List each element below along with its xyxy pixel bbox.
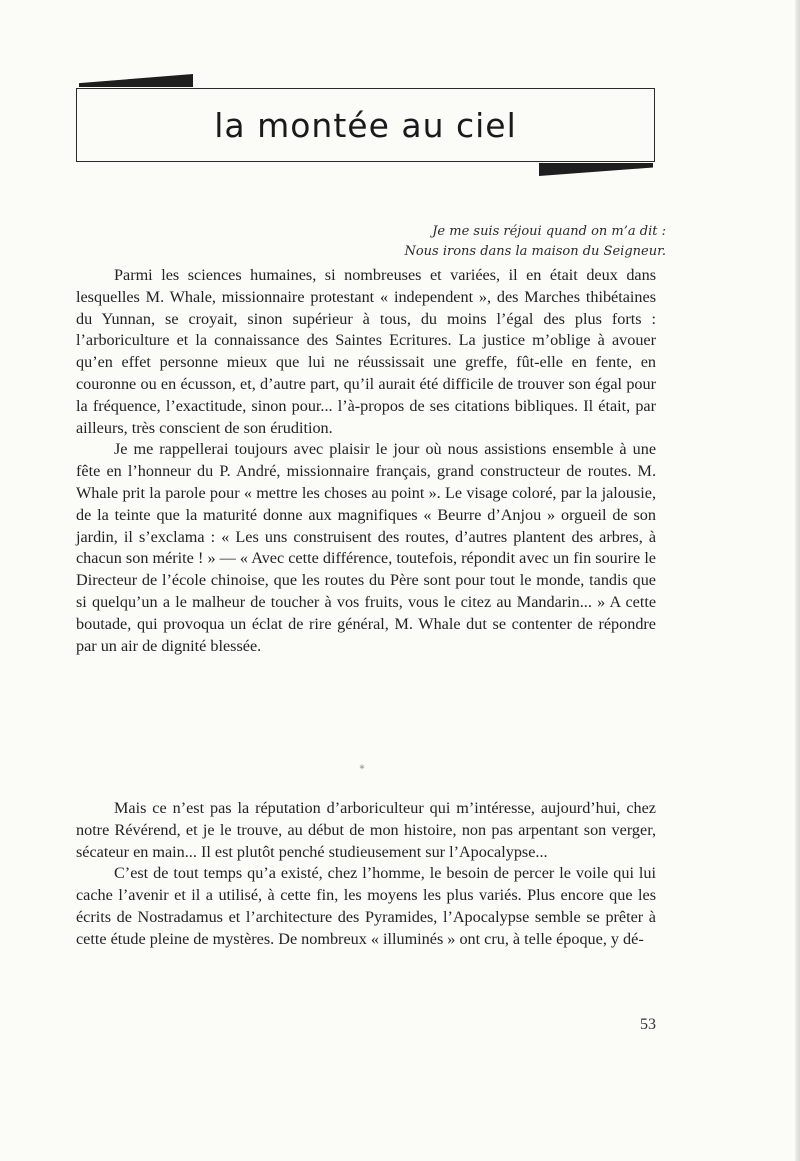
epigraph-line: Je me suis réjoui quand on m’a dit : [432,224,666,239]
title-decoration-bottom [539,163,653,176]
paragraph: Parmi les sciences humaines, si nombreuses et variées, il en était deux dans lesquelles M. Whale, missionnaire protestant « independent », des Marches thibétaines du Yunnan, se croyait, sinon supérieur à tous, du moins l’égal des plus forts : l’arboriculture et la connaissance des Saintes Ecritures. La justice m’oblige à avouer qu’en effet personne mieux que lui ne réussissait une greffe, fût-elle en fente, en couronne ou en écusson, et, d’autre part, qu’il aurait été difficile de trouver son égal pour la fréquence, l’exactitude, sinon pour... l’à-propos de ses citations bibliques. Il était, par ailleurs, très conscient de son érudition. [76,266,656,437]
title-decoration-top [79,74,193,87]
paragraph: Je me rappellerai toujours avec plaisir le jour où nous assistions ensemble à une fête en l’honneur du P. André, missionnaire français, grand constructeur de routes. M. Whale prit la parole pour « mettre les choses au point ». Le visage coloré, par la jalousie, de la teinte que la maturité donne aux magnifiques « Beurre d’Anjou » orgueil de son jardin, il s’exclama : « Les uns construisent des routes, d’autres plantent des arbres, à chacun son mérite ! » — « Avec cette différence, toutefois, répondit avec un fin sourire le Directeur de l’école chinoise, que les routes du Père sont pour tout le monde, tandis que si quelqu’un a le malheur de toucher à vos fruits, vous le citez au Mandarin... » A cette boutade, qui provoqua un éclat de rire général, M. Whale dut se contenter de répondre par un air de dignité blessée. [76,440,656,655]
epigraph [300,222,666,262]
page-number: 53 [640,1016,656,1033]
section-separator: * [359,764,365,775]
epigraph-line: Nous irons dans la maison du Seigneur. [404,244,666,259]
paragraph: Mais ce n’est pas la réputation d’arboriculteur qui m’intéresse, aujourd’hui, chez notre Révérend, et je le trouve, au début de mon histoire, non pas arpentant son verger, sécateur en main... Il est plutôt penché studieusement sur l’Apocalypse... [76,799,656,861]
page-edge-shadow [795,0,800,1161]
body-section-2 [76,798,656,951]
body-section-1 [76,265,656,657]
chapter-title: la montée au ciel [214,105,517,145]
paragraph: C’est de tout temps qu’a existé, chez l’homme, le besoin de percer le voile qui lui cache l’avenir et il a utilisé, à cette fin, les moyens les plus variés. Plus encore que les écrits de Nostradamus et l’architecture des Pyramides, l’Apocalypse semble se prêter à cette étude pleine de mystères. De nombreux « illuminés » ont cru, à telle époque, y dé- [76,864,656,948]
